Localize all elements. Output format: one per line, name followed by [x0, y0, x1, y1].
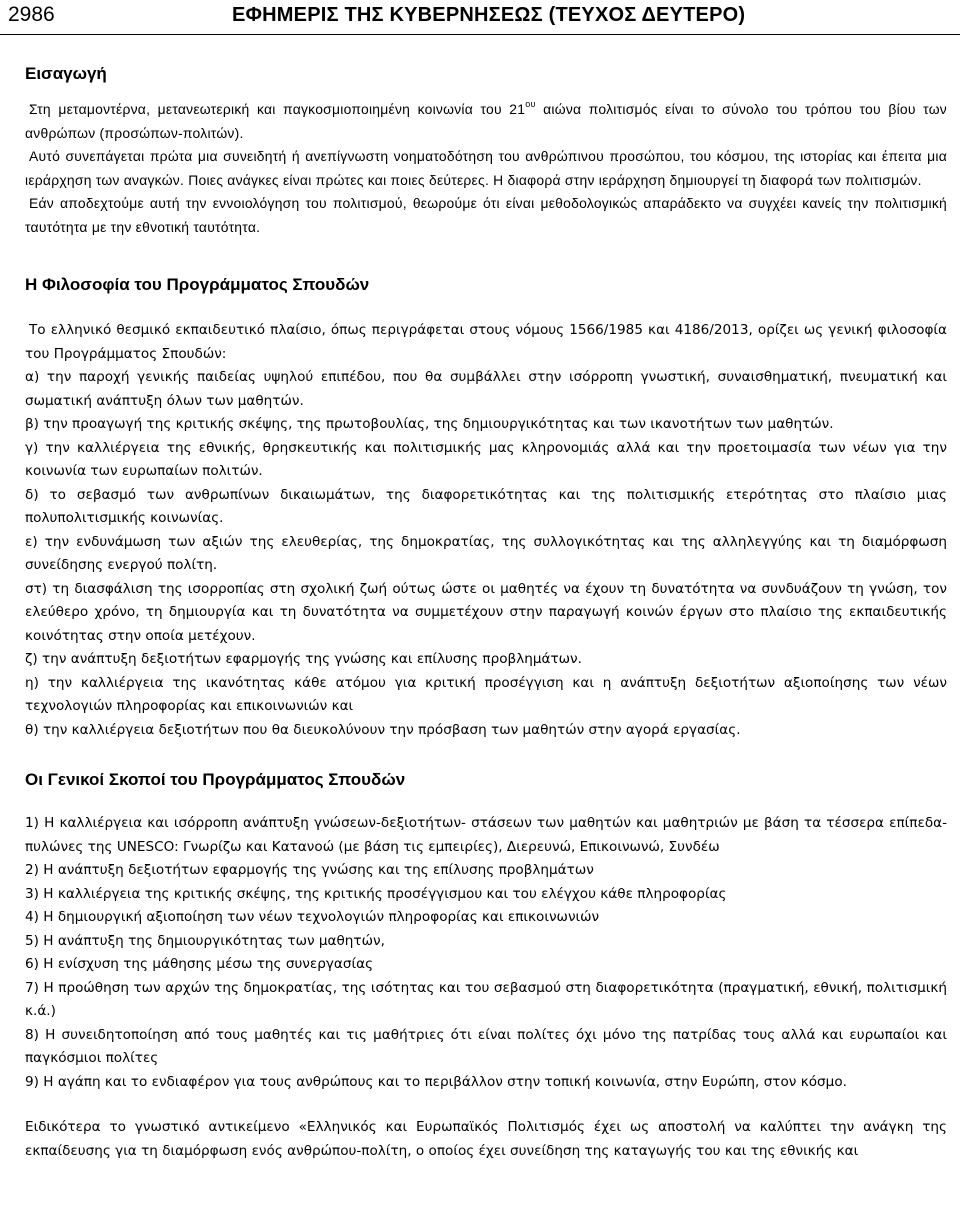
aims-item: 8) Η συνειδητοποίηση από τους μαθητές και τις μαθήτριες ότι είναι πολίτες όχι μόνο της πατρίδας τους αλλά και ευρωπαίοι και παγκόσμιοι πολίτες — [25, 1026, 947, 1066]
aims-item: 4) Η δημιουργική αξιοποίηση των νέων τεχνολογιών πληροφορίας και επικοινωνιών — [25, 909, 600, 925]
intro-p1-before: Στη μεταμοντέρνα, μετανεωτερική και παγκοσμιοποιημένη κοινωνία του 21 — [29, 101, 526, 117]
aims-item: 9) Η αγάπη και το ενδιαφέρον για τους ανθρώπους και το περιβάλλον στην τοπική κοινωνία, στην Ευρώπη, στον κόσμο. — [25, 1073, 847, 1090]
aims-item: 2) Η ανάπτυξη δεξιοτήτων εφαρμογής της γνώσης και της επίλυσης προβλημάτων — [25, 862, 594, 878]
intro-paragraph-3: Εάν αποδεχτούμε αυτή την εννοιολόγηση του πολιτισμού, θεωρούμε ότι είναι μεθοδολογικώς απαράδεκτο να συγχέει κανείς την πολιτισμική ταυτότητα με την εθνοτική ταυτότητα. — [25, 195, 947, 235]
philosophy-item: γ) την καλλιέργεια της εθνικής, θρησκευτικής και πολιτισμικής μας κληρονομιάς αλλά και την προετοιμασία των νέων για την κοινωνία των ευρωπαίων πολιτών. — [25, 439, 947, 479]
philosophy-lead: Το ελληνικό θεσμικό εκπαιδευτικό πλαίσιο, όπως περιγράφεται στους νόμους 1566/1985 και 4186/2013, ορίζει ως γενική φιλοσοφία του Προγράμματος Σπουδών: — [25, 322, 947, 362]
intro-paragraph-2: Αυτό συνεπάγεται πρώτα μια συνειδητή ή ανεπίγνωστη νοηματοδότηση του ανθρώπινου προσώπου, του κόσμου, της ιστορίας και έπειτα μια ιεράρχηση των αναγκών. Ποιες ανάγκες είναι πρώτες και ποιες δεύτερες. Η διαφορά στην ιεράρχηση δημιουργεί τη διαφορά των πολιτισμών. — [25, 148, 947, 188]
aims-item: 3) Η καλλιέργεια της κριτικής σκέψης, της κριτικής προσέγγισμου και του ελέγχου κάθε πληροφορίας — [25, 885, 727, 902]
philosophy-item: β) την προαγωγή της κριτικής σκέψης, της πρωτοβουλίας, της δημιουργικότητας και των ικανοτήτων των μαθητών. — [25, 416, 834, 432]
closing-paragraph: Ειδικότερα το γνωστικό αντικείμενο «Ελληνικός και Ευρωπαϊκός Πολιτισμός έχει ως αποστολή να καλύπτει την ανάγκη της εκπαίδευσης για τη διαμόρφωση ενός ανθρώπου-πολίτη, ο οποίος έχει συνείδηση της καταγωγής του και της εθνικής και — [25, 1119, 947, 1159]
aims-item: 6) Η ενίσχυση της μάθησης μέσω της συνεργασίας — [25, 956, 374, 972]
philosophy-item: α) την παροχή γενικής παιδείας υψηλού επιπέδου, που θα συμβάλλει στην ισόρροπη γνωστική, συναισθηματική, πνευματική και σωματική ανάπτυξη όλων των μαθητών. — [25, 369, 947, 409]
philosophy-item: η) την καλλιέργεια της ικανότητας κάθε ατόμου για κριτική προσέγγιση και η ανάπτυξη δεξιοτήτων αξιοποίησης των νέων τεχνολογιών πληροφορίας και επικοινωνιών και — [25, 674, 947, 714]
aims-item: 1) Η καλλιέργεια και ισόρροπη ανάπτυξη γνώσεων-δεξιοτήτων- στάσεων των μαθητών και μαθητριών με βάση τα τέσσερα επίπεδα-πυλώνες της UNESCO: Γνωρίζω και Κατανοώ (με βάση τις εμπειρίες), Διερευνώ, Επικοινωνώ, Συνδέω — [25, 815, 947, 855]
intro-section — [25, 62, 947, 239]
page-header — [0, 0, 960, 35]
philosophy-section — [25, 273, 947, 742]
philosophy-item: στ) τη διασφάλιση της ισορροπίας στη σχολική ζωή ούτως ώστε οι μαθητές να έχουν τη δυνατότητα να συνδυάζουν τη γνώση, τον ελεύθερο χρόνο, τη δημιουργία και τη δυνατότητα να συμμετέχουν στην παραγωγή κοινών έργων στο πλαίσιο της εκπαιδευτικής κοινότητας στην οποία μετέχουν. — [25, 580, 947, 644]
philosophy-item: ζ) την ανάπτυξη δεξιοτήτων εφαρμογής της γνώσης και επίλυσης προβλημάτων. — [25, 651, 582, 667]
philosophy-heading: Η Φιλοσοφία του Προγράμματος Σπουδών — [25, 275, 370, 294]
aims-item: 5) Η ανάπτυξη της δημιουργικότητας των μαθητών, — [25, 932, 385, 949]
page-content — [25, 62, 947, 1163]
intro-heading: Εισαγωγή — [25, 64, 107, 83]
aims-heading: Οι Γενικοί Σκοποί του Προγράμματος Σπουδών — [25, 770, 406, 789]
philosophy-item: ε) την ενδυνάμωση των αξιών της ελευθερίας, της δημοκρατίας, της συλλογικότητας και της αλληλεγγύης και τη διαμόρφωση συνείδησης ενεργού πολίτη. — [25, 533, 947, 573]
philosophy-item: θ) την καλλιέργεια δεξιοτήτων που θα διευκολύνουν την πρόσβαση των μαθητών στην αγορά εργασίας. — [25, 721, 741, 738]
page-number: 2986 — [8, 3, 55, 26]
aims-item: 7) Η προώθηση των αρχών της δημοκρατίας, της ισότητας και του σεβασμού στη διαφορετικότητα (πραγματική, εθνική, πολιτισμική κ.ά.) — [25, 979, 947, 1019]
aims-section — [25, 768, 947, 1163]
gazette-title: ΕΦΗΜΕΡΙΣ ΤΗΣ ΚΥΒΕΡΝΗΣΕΩΣ (ΤΕΥΧΟΣ ΔΕΥΤΕΡΟ) — [232, 4, 746, 26]
philosophy-item: δ) το σεβασμό των ανθρωπίνων δικαιωμάτων, της διαφορετικότητας και της πολιτισμικής ετερότητας στο πλαίσιο μιας πολυπολιτισμικής κοινωνίας. — [25, 486, 947, 526]
intro-p1-superscript: ου — [525, 99, 536, 109]
intro-p1-after: αιώνα πολιτισμός είναι το σύνολο του τρόπου του βίου των ανθρώπων (προσώπων-πολιτών). — [25, 101, 948, 141]
intro-paragraph-1 — [25, 98, 947, 145]
